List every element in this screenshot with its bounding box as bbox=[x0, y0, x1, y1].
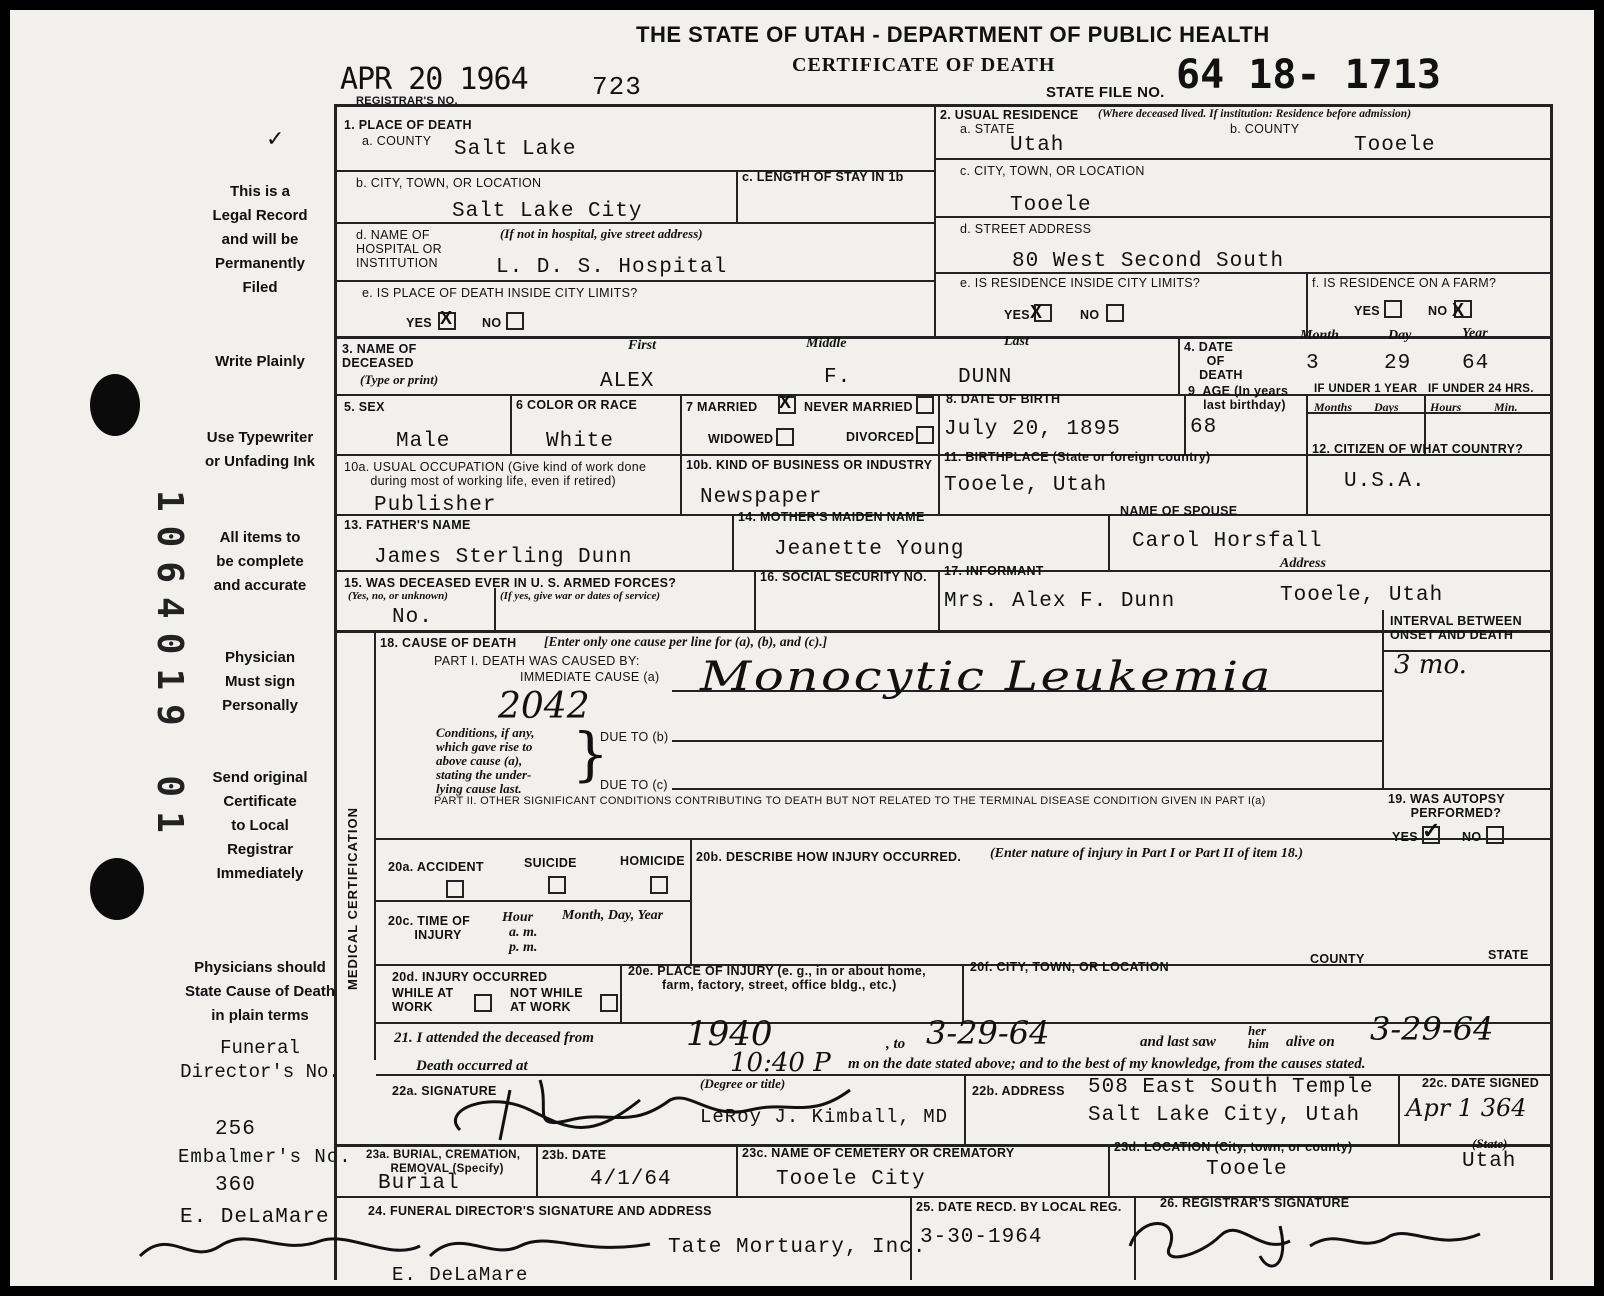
sidebar-cause-note: Physicians should State Cause of Death in plain terms bbox=[184, 959, 336, 1024]
day-label: Day bbox=[1388, 328, 1412, 343]
under-1-year-label: IF UNDER 1 YEAR bbox=[1314, 383, 1418, 395]
autopsy-yes-label: YES bbox=[1392, 830, 1418, 844]
deceased-name-note: (Type or print) bbox=[360, 372, 439, 387]
state-file-number: 64 18- 1713 bbox=[1176, 52, 1441, 98]
occurred-time: 10:40 P bbox=[730, 1048, 831, 1078]
no-label: NO bbox=[482, 316, 502, 330]
deceased-last: DUNN bbox=[958, 366, 1013, 389]
res-county-label: b. COUNTY bbox=[1230, 122, 1300, 136]
res-county: Tooele bbox=[1354, 134, 1436, 157]
informant-name: Mrs. Alex F. Dunn bbox=[944, 590, 1176, 613]
embalmer-no: 360 bbox=[215, 1174, 256, 1197]
alive-on-label: alive on bbox=[1286, 1034, 1335, 1050]
suicide-checkbox[interactable] bbox=[548, 876, 566, 894]
sex: Male bbox=[396, 430, 451, 453]
divorced-label: DIVORCED bbox=[846, 430, 915, 444]
last-saw-label: and last saw bbox=[1140, 1034, 1216, 1050]
occupation-label: 10a. USUAL OCCUPATION (Give kind of work done during most of working life, even if retired) bbox=[344, 460, 647, 488]
last-label: Last bbox=[1004, 334, 1029, 349]
suicide-label: SUICIDE bbox=[524, 856, 577, 870]
res-city: Tooele bbox=[1010, 194, 1092, 217]
while-at-work-checkbox[interactable] bbox=[474, 994, 492, 1012]
physician-address-2: Salt Lake City, Utah bbox=[1088, 1104, 1361, 1127]
immediate-cause: Monocytic Leukemia bbox=[700, 654, 1273, 700]
spouse-label: NAME OF SPOUSE bbox=[1120, 504, 1238, 518]
form-subtitle: CERTIFICATE OF DEATH bbox=[792, 54, 1056, 76]
registrar-no-label: REGISTRAR'S NO. bbox=[356, 95, 458, 107]
physician-name: LeRoy J. Kimball, MD bbox=[700, 1106, 949, 1128]
widowed-label: WIDOWED bbox=[708, 432, 774, 446]
registrar-signature bbox=[1120, 1206, 1520, 1276]
mother-name: Jeanette Young bbox=[774, 538, 965, 561]
while-at-work-label: WHILE AT WORK bbox=[392, 986, 454, 1014]
inside-city-no-checkbox[interactable] bbox=[506, 312, 524, 330]
middle-label: Middle bbox=[806, 336, 847, 351]
birthplace-label: 11. BIRTHPLACE (State or foreign country) bbox=[944, 450, 1211, 464]
length-of-stay-label: c. LENGTH OF STAY IN 1b bbox=[742, 170, 904, 184]
hospital-name: L. D. S. Hospital bbox=[496, 256, 728, 279]
autopsy-no-label: NO bbox=[1462, 830, 1482, 844]
funeral-director-name: E. DeLaMare bbox=[392, 1264, 529, 1286]
burial-date: 4/1/64 bbox=[590, 1168, 672, 1191]
burial-location-city: Tooele bbox=[1206, 1158, 1288, 1181]
date-received: 3-30-1964 bbox=[920, 1226, 1043, 1249]
deceased-first: ALEX bbox=[600, 370, 655, 393]
immediate-cause-label: IMMEDIATE CAUSE (a) bbox=[520, 670, 660, 684]
injury-how-label: 20b. DESCRIBE HOW INJURY OCCURRED. bbox=[696, 850, 962, 864]
received-date-stamp: APR 20 1964 bbox=[340, 62, 528, 97]
farm-yes-label: YES bbox=[1354, 304, 1380, 318]
res-inside-label: e. IS RESIDENCE INSIDE CITY LIMITS? bbox=[960, 276, 1201, 290]
funeral-director-signature bbox=[130, 1216, 690, 1276]
occupation: Publisher bbox=[374, 494, 497, 517]
autopsy-label: 19. WAS AUTOPSY PERFORMED? bbox=[1388, 792, 1506, 820]
injury-occurred-label: 20d. INJURY OCCURRED bbox=[392, 970, 548, 984]
ssn-label: 16. SOCIAL SECURITY NO. bbox=[760, 570, 927, 584]
funeral-director-label: 24. FUNERAL DIRECTOR'S SIGNATURE AND ADDRESS bbox=[368, 1204, 712, 1218]
burial-location-state: Utah bbox=[1462, 1150, 1517, 1173]
res-no-label: NO bbox=[1080, 308, 1100, 322]
place-of-death-label: 1. PLACE OF DEATH bbox=[344, 118, 472, 132]
res-city-label: c. CITY, TOWN, OR LOCATION bbox=[960, 164, 1145, 178]
married-label: 7 MARRIED bbox=[686, 400, 758, 414]
res-inside-no-checkbox[interactable] bbox=[1106, 304, 1124, 322]
deceased-middle: F. bbox=[824, 366, 852, 389]
accident-checkbox[interactable] bbox=[446, 880, 464, 898]
check-mark: ✓ bbox=[266, 126, 285, 151]
interval-value: 3 mo. bbox=[1394, 650, 1467, 680]
farm-yes-checkbox[interactable] bbox=[1384, 300, 1402, 318]
armed-forces: No. bbox=[392, 606, 433, 629]
month-day-year-label: Month, Day, Year bbox=[562, 908, 664, 923]
due-to-c-label: DUE TO (c) bbox=[600, 778, 668, 792]
time-of-injury-label: 20c. TIME OF INJURY bbox=[388, 914, 471, 942]
cemetery-name: Tooele City bbox=[776, 1168, 926, 1191]
registrar-no: 723 bbox=[592, 72, 642, 102]
birth-date-label: 8. DATE OF BIRTH bbox=[946, 392, 1061, 406]
sidebar-physician-note: Physician Must sign Personally bbox=[222, 649, 298, 714]
burial-location-label: 23d. LOCATION (City, town, or county) bbox=[1114, 1140, 1353, 1154]
punch-hole-bottom bbox=[90, 858, 144, 920]
sex-label: 5. SEX bbox=[344, 400, 385, 414]
res-state: Utah bbox=[1010, 134, 1065, 157]
place-of-injury-label: 20e. PLACE OF INJURY (e. g., in or about home, farm, factory, street, office bldg., etc.) bbox=[628, 964, 926, 992]
funeral-director-no-label: Funeral Director's No. bbox=[180, 1037, 340, 1083]
residence-label: 2. USUAL RESIDENCE bbox=[940, 108, 1079, 122]
widowed-checkbox[interactable] bbox=[776, 428, 794, 446]
inside-city-label: e. IS PLACE OF DEATH INSIDE CITY LIMITS? bbox=[362, 286, 638, 300]
death-month: 3 bbox=[1306, 352, 1320, 375]
conditions-label: Conditions, if any, which gave rise to above cause (a), stating the under- lying cause last. bbox=[436, 725, 535, 796]
cemetery-label: 23c. NAME OF CEMETERY OR CREMATORY bbox=[742, 1146, 1015, 1160]
death-county: Salt Lake bbox=[454, 138, 577, 161]
business: Newspaper bbox=[700, 486, 823, 509]
informant-address: Tooele, Utah bbox=[1280, 584, 1444, 607]
spouse-name: Carol Horsfall bbox=[1132, 530, 1323, 553]
married-mark: X bbox=[779, 392, 792, 412]
cause-code: 2042 bbox=[498, 686, 590, 727]
due-to-b-label: DUE TO (b) bbox=[600, 730, 669, 744]
autopsy-no-checkbox[interactable] bbox=[1486, 826, 1504, 844]
homicide-checkbox[interactable] bbox=[650, 876, 668, 894]
birth-date: July 20, 1895 bbox=[944, 418, 1121, 441]
sidebar-typewriter-note: Use Typewriter or Unfading Ink bbox=[205, 429, 315, 470]
state-file-label: STATE FILE NO. bbox=[1046, 84, 1165, 101]
divorced-checkbox[interactable] bbox=[916, 426, 934, 444]
race-label: 6 COLOR OR RACE bbox=[516, 398, 638, 412]
burial-label: 23a. BURIAL, CREMATION, REMOVAL (Specify) bbox=[366, 1149, 521, 1175]
alive-on: 3-29-64 bbox=[1370, 1010, 1494, 1048]
sidebar-legal-note: This is a Legal Record and will be Permanently Filed bbox=[212, 183, 308, 296]
armed-forces-label: 15. WAS DECEASED EVER IN U. S. ARMED FORCES? bbox=[344, 576, 677, 590]
month-label: Month bbox=[1300, 328, 1339, 343]
death-city: Salt Lake City bbox=[452, 200, 643, 223]
certificate-page bbox=[10, 10, 1594, 1286]
first-label: First bbox=[628, 338, 657, 353]
res-street-label: d. STREET ADDRESS bbox=[960, 222, 1092, 236]
father-name: James Sterling Dunn bbox=[374, 546, 633, 569]
punch-hole-top bbox=[90, 374, 140, 436]
funeral-director-no: 256 bbox=[215, 1118, 256, 1141]
armed-forces-note-2: (If yes, give war or dates of service) bbox=[500, 590, 661, 602]
degree-label: (Degree or title) bbox=[700, 1076, 786, 1091]
birthplace: Tooele, Utah bbox=[944, 474, 1108, 497]
hour-label: Hour a. m. p. m. bbox=[502, 910, 538, 955]
autopsy-yes-mark: ✓ bbox=[1422, 818, 1441, 843]
age-label: 9 AGE (In years last birthday) bbox=[1188, 384, 1289, 412]
burial-type: Burial bbox=[378, 1172, 460, 1195]
physician-address-label: 22b. ADDRESS bbox=[972, 1084, 1065, 1098]
accident-label: 20a. ACCIDENT bbox=[388, 860, 484, 874]
not-while-at-work-label: NOT WHILE AT WORK bbox=[510, 986, 583, 1014]
sidebar-send-note: Send original Certificate to Local Registrar Immediately bbox=[212, 769, 308, 882]
cause-of-death-label: 18. CAUSE OF DEATH bbox=[380, 636, 517, 650]
date-signed: Apr 1 364 bbox=[1406, 1094, 1527, 1122]
citizen: U.S.A. bbox=[1344, 470, 1426, 493]
farm-label: f. IS RESIDENCE ON A FARM? bbox=[1312, 276, 1497, 290]
occurred-tail: m on the date stated above; and to the best of my knowledge, from the causes stated. bbox=[848, 1056, 1366, 1072]
date-received-label: 25. DATE RECD. BY LOCAL REG. bbox=[916, 1200, 1122, 1214]
sidebar-write-note: Write Plainly bbox=[215, 353, 305, 370]
yes-label: YES bbox=[406, 316, 432, 330]
date-of-death-label: 4. DATE OF DEATH bbox=[1184, 340, 1243, 382]
to-label: , to bbox=[886, 1036, 906, 1052]
form-title: THE STATE OF UTAH - DEPARTMENT OF PUBLIC HEALTH bbox=[636, 22, 1270, 47]
age: 68 bbox=[1190, 416, 1218, 439]
min-label: Min. bbox=[1494, 400, 1518, 414]
injury-how-note: (Enter nature of injury in Part I or Part II of item 18.) bbox=[990, 846, 1304, 861]
address-label: Address bbox=[1280, 556, 1326, 571]
hospital-note: (If not in hospital, give street address) bbox=[500, 226, 703, 241]
physician-address-1: 508 East South Temple bbox=[1088, 1076, 1374, 1099]
attended-label: 21. I attended the deceased from bbox=[394, 1030, 594, 1046]
res-state-label: a. STATE bbox=[960, 122, 1015, 136]
date-signed-label: 22c. DATE SIGNED bbox=[1422, 1076, 1540, 1090]
conditions-brace: } bbox=[572, 720, 609, 788]
residence-note: (Where deceased lived. If institution: Residence before admission) bbox=[1098, 108, 1412, 120]
attended-from: 1940 bbox=[686, 1014, 773, 1054]
armed-forces-note-1: (Yes, no, or unknown) bbox=[348, 590, 448, 602]
under-24-hrs-label: IF UNDER 24 HRS. bbox=[1428, 383, 1534, 395]
days-label: Days bbox=[1374, 400, 1399, 414]
physician-signature bbox=[430, 1070, 990, 1150]
injury-county-label: COUNTY bbox=[1310, 952, 1365, 966]
death-year: 64 bbox=[1462, 352, 1490, 375]
medical-certification-label: MEDICAL CERTIFICATION bbox=[345, 806, 360, 990]
citizen-label: 12. CITIZEN OF WHAT COUNTRY? bbox=[1312, 442, 1524, 456]
father-label: 13. FATHER'S NAME bbox=[344, 518, 471, 532]
registrar-signature-label: 26. REGISTRAR'S SIGNATURE bbox=[1160, 1196, 1350, 1210]
sidebar-complete-note: All items to be complete and accurate bbox=[213, 529, 307, 594]
signature-label: 22a. SIGNATURE bbox=[392, 1084, 497, 1098]
not-while-at-work-checkbox[interactable] bbox=[600, 994, 618, 1012]
county-label: a. COUNTY bbox=[362, 134, 432, 148]
her-him-label: her him bbox=[1248, 1023, 1269, 1051]
attended-to: 3-29-64 bbox=[926, 1014, 1050, 1052]
deceased-name-label: 3. NAME OF DECEASED bbox=[342, 342, 417, 370]
hours-label: Hours bbox=[1430, 400, 1462, 414]
mother-label: 14. MOTHER'S MAIDEN NAME bbox=[738, 510, 925, 524]
never-married-label: NEVER MARRIED bbox=[804, 400, 913, 414]
injury-city-label: 20f. CITY, TOWN, OR LOCATION bbox=[970, 960, 1169, 974]
year-label: Year bbox=[1462, 326, 1488, 341]
farm-no-label: NO bbox=[1428, 304, 1448, 318]
interval-label: INTERVAL BETWEEN ONSET AND DEATH bbox=[1390, 614, 1522, 642]
res-yes-label: YES bbox=[1004, 308, 1030, 322]
homicide-label: HOMICIDE bbox=[620, 854, 685, 868]
farm-no-mark: X bbox=[1452, 300, 1465, 320]
burial-state-label: (State) bbox=[1472, 1136, 1508, 1151]
burial-date-label: 23b. DATE bbox=[542, 1148, 607, 1162]
res-street: 80 West Second South bbox=[1012, 250, 1285, 273]
city-label: b. CITY, TOWN, OR LOCATION bbox=[356, 176, 542, 190]
embalmer-no-label: Embalmer's No. bbox=[178, 1146, 352, 1168]
race: White bbox=[546, 430, 615, 453]
informant-label: 17. INFORMANT bbox=[944, 564, 1044, 578]
cause-note: [Enter only one cause per line for (a), (b), and (c).] bbox=[544, 634, 828, 649]
never-married-checkbox[interactable] bbox=[916, 396, 934, 414]
injury-state-label: STATE bbox=[1488, 948, 1529, 962]
mortuary-name: Tate Mortuary, Inc. bbox=[668, 1236, 927, 1259]
occurred-at-label: Death occurred at bbox=[416, 1058, 528, 1074]
embalmer-name: E. DeLaMare bbox=[180, 1206, 330, 1229]
inside-city-yes-mark: X bbox=[440, 308, 453, 328]
months-label: Months bbox=[1314, 400, 1353, 414]
res-inside-yes-mark: X bbox=[1030, 302, 1043, 322]
business-label: 10b. KIND OF BUSINESS OR INDUSTRY bbox=[686, 458, 933, 472]
part2-label: PART II. OTHER SIGNIFICANT CONDITIONS CONTRIBUTING TO DEATH BUT NOT RELATED TO THE TERMINAL DISEASE CONDITION GIVEN IN PART I(a) bbox=[434, 795, 1266, 807]
vertical-serial-number: 1064019 01 bbox=[149, 490, 190, 847]
part1-label: PART I. DEATH WAS CAUSED BY: bbox=[434, 654, 640, 668]
death-day: 29 bbox=[1384, 352, 1412, 375]
hospital-label: d. NAME OF HOSPITAL OR INSTITUTION bbox=[356, 228, 442, 270]
